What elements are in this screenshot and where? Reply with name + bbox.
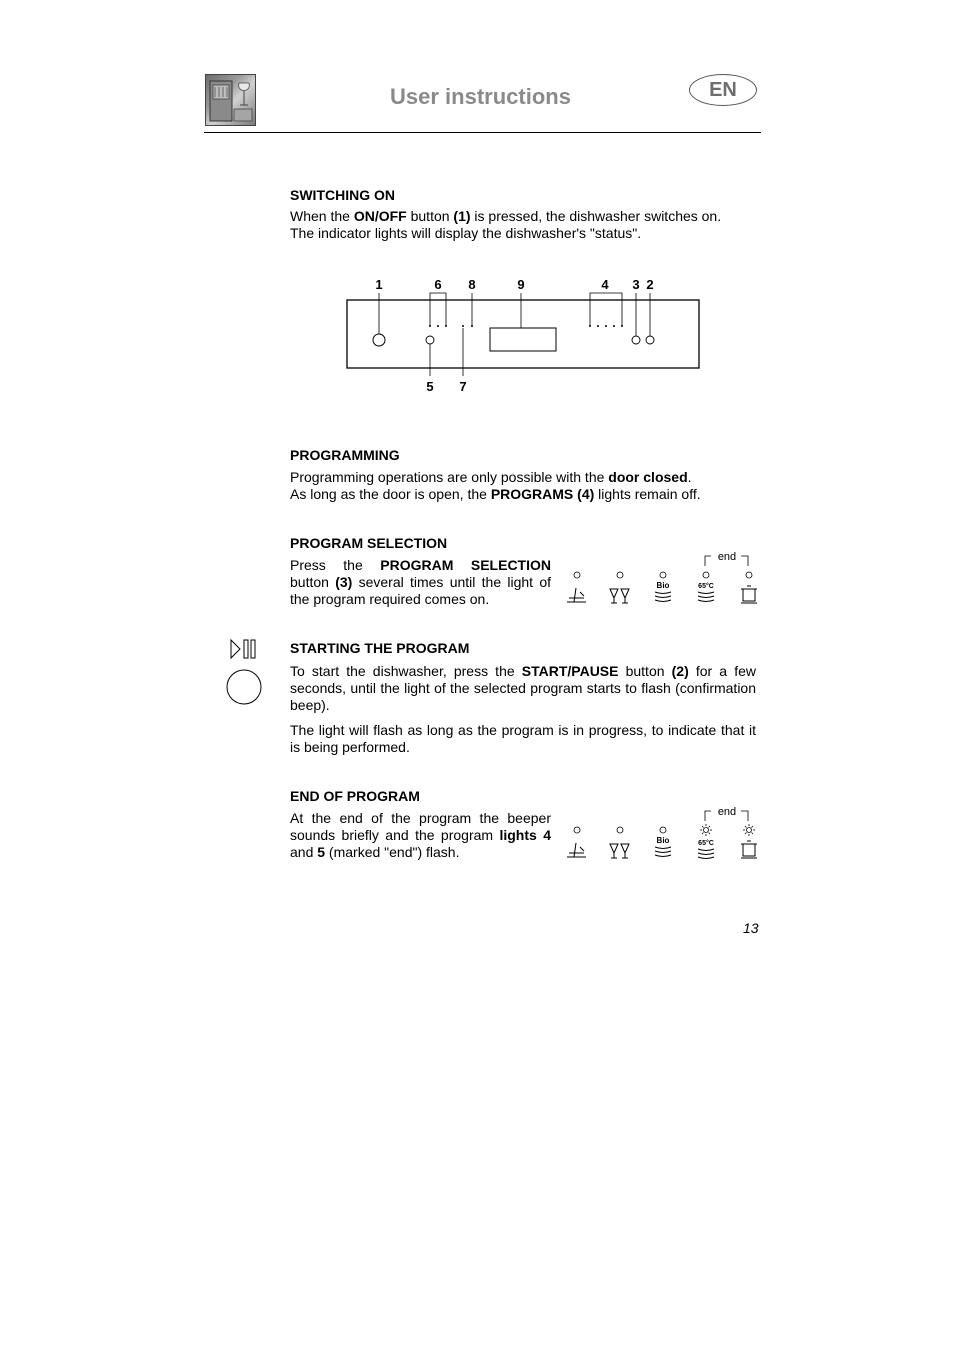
program-light <box>617 827 623 833</box>
panel-label-6: 6 <box>434 277 442 292</box>
switching-on-heading: SWITCHING ON <box>290 187 395 203</box>
text-run: (3) <box>335 574 353 590</box>
text-run: for a few seconds, until the light of the selected program starts to flash (confirmation beep). <box>290 663 756 713</box>
panel-label-1: 1 <box>375 277 383 292</box>
panel-label-7: 7 <box>459 379 467 394</box>
program-light <box>746 572 752 578</box>
panel-label-2: 2 <box>646 277 654 292</box>
text-run: The indicator lights will display the dishwasher's "status". <box>290 225 642 241</box>
text-run: At the end of the program the beeper sounds briefly and the program <box>290 810 551 843</box>
page-title: User instructions <box>390 84 571 109</box>
starting-text-1 <box>290 663 756 714</box>
display-window <box>490 328 556 351</box>
text-run: 5 <box>317 844 326 860</box>
program-light <box>617 572 623 578</box>
text-run: button <box>618 663 672 679</box>
text-run: When the <box>290 208 354 224</box>
header-logo <box>205 74 256 126</box>
programming-heading: PROGRAMMING <box>290 447 400 463</box>
pause-icon <box>244 640 248 658</box>
prewash-icon <box>567 588 586 602</box>
programming-text <box>290 469 760 503</box>
start-pause-symbol <box>226 637 266 709</box>
dishwasher-logo-icon <box>206 75 256 126</box>
bio-plates-icon <box>655 847 671 857</box>
text-run: and <box>290 844 318 860</box>
play-icon <box>231 640 240 658</box>
language-badge: EN <box>689 74 757 106</box>
bio-label: Bio <box>656 581 670 590</box>
program-selection-heading: PROGRAM SELECTION <box>290 535 448 551</box>
text-run: lights remain off. <box>594 486 701 502</box>
text-run: button <box>290 574 336 590</box>
glasses-icon <box>610 589 629 603</box>
program-light <box>660 572 666 578</box>
program-light <box>660 827 666 833</box>
text-run: START/PAUSE <box>521 663 619 679</box>
temp-label: 65°C <box>698 583 714 590</box>
program-light <box>574 827 580 833</box>
text-run: lights 4 <box>499 827 551 843</box>
end-of-program-heading: END OF PROGRAM <box>290 788 420 804</box>
on-off-button <box>373 334 385 346</box>
prewash-icon <box>567 843 586 857</box>
start-pause-button <box>646 336 654 344</box>
text-run: PROGRAM SELECTION <box>380 557 551 573</box>
end-label: end <box>717 551 737 563</box>
program-light <box>703 572 709 578</box>
panel-label-4: 4 <box>601 277 609 292</box>
text-run: is pressed, the dishwasher switches on. <box>470 208 722 224</box>
text-run: As long as the door is open, the <box>290 486 491 502</box>
pot-icon <box>741 586 757 603</box>
starting-text-2: The light will flash as long as the program is in progress, to indicate that it is being performed. <box>290 722 756 755</box>
program-lights-strip-end <box>562 803 762 861</box>
flashing-light-icon <box>743 824 755 836</box>
header-divider <box>204 132 761 133</box>
intensive-plates-icon <box>698 849 714 859</box>
text-run: (2) <box>671 663 689 679</box>
program-selection-text <box>290 557 551 608</box>
bio-label: Bio <box>656 836 670 845</box>
program-selection-button <box>632 336 640 344</box>
text-run: PROGRAMS (4) <box>490 486 595 502</box>
starting-heading: STARTING THE PROGRAM <box>290 640 470 656</box>
flashing-light-icon <box>700 824 712 836</box>
glasses-icon <box>610 844 629 858</box>
temp-label: 65°C <box>698 840 714 847</box>
text-run: several times until the light of the program required comes on. <box>290 574 551 607</box>
text-run: To start the dishwasher, press the <box>290 663 522 679</box>
control-panel-diagram <box>340 272 710 400</box>
text-run: button <box>406 208 454 224</box>
text-run: . <box>687 469 692 485</box>
panel-label-5: 5 <box>426 379 434 394</box>
page-number: 13 <box>743 920 759 936</box>
program-light <box>574 572 580 578</box>
text-run: door closed <box>608 469 688 485</box>
text-run: ON/OFF <box>353 208 407 224</box>
panel-label-9: 9 <box>517 277 525 292</box>
text-run: (marked "end") flash. <box>325 844 460 860</box>
start-pause-button-icon <box>227 670 261 704</box>
half-load-button <box>426 336 434 344</box>
panel-label-8: 8 <box>468 277 476 292</box>
text-run: Press the <box>290 557 381 573</box>
switching-on-text <box>290 208 760 242</box>
program-lights-strip <box>562 548 762 606</box>
panel-label-3: 3 <box>632 277 640 292</box>
bio-plates-icon <box>655 592 671 602</box>
text-run: Programming operations are only possible with the <box>290 469 609 485</box>
text-run: (1) <box>453 208 471 224</box>
end-of-program-text <box>290 810 551 861</box>
intensive-plates-icon <box>698 592 714 602</box>
end-label: end <box>717 806 737 818</box>
pot-icon <box>741 841 757 858</box>
